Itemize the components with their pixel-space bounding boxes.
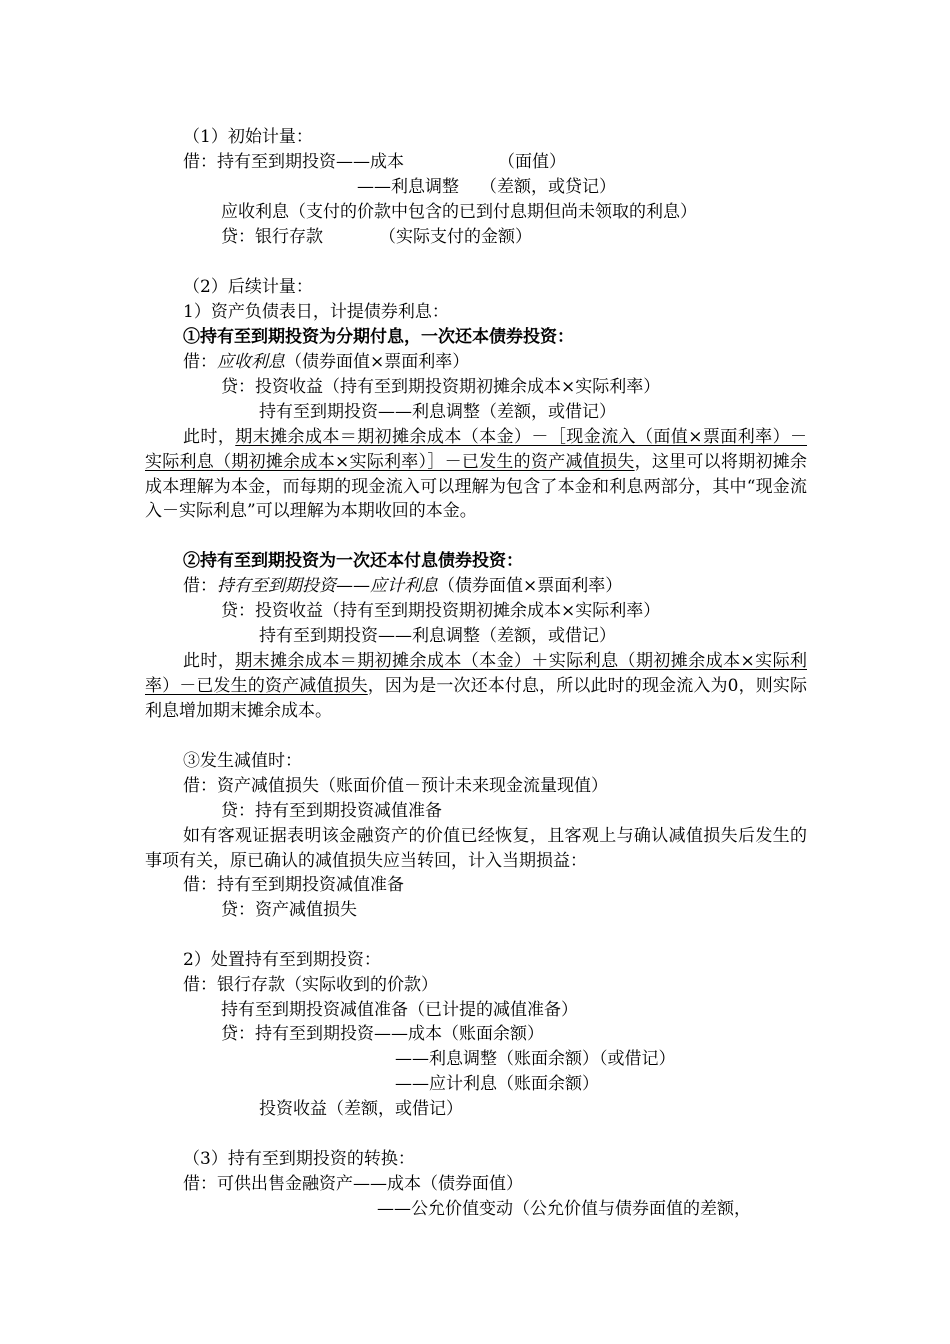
debit-note: （债券面值×票面利率） xyxy=(438,576,623,596)
journal-line: 贷：持有至到期投资减值准备 xyxy=(221,801,442,821)
journal-line: 持有至到期投资——利息调整（差额，或借记） xyxy=(259,626,616,646)
debit-prefix: 借： xyxy=(183,352,217,372)
paragraph-text: ，这里可以将期初摊余成本理解为本金，而每期的现金流入可以理解为包含了本金和利息两部分，其中“现金流入－实际利息”可以理解为本期收回的本金。 xyxy=(145,451,808,522)
paragraph-text: 此时， xyxy=(183,651,236,671)
journal-text: 贷：银行存款 xyxy=(221,227,323,247)
journal-line: 贷：投资收益（持有至到期投资期初摊余成本×实际利率） xyxy=(221,377,661,397)
journal-line xyxy=(357,175,616,200)
section-3-heading: （3）持有至到期投资的转换： xyxy=(183,1149,415,1169)
journal-line xyxy=(183,350,469,375)
journal-line: 借：可供出售金融资产——成本（债券面值） xyxy=(183,1174,523,1194)
explanation-paragraph xyxy=(145,425,807,524)
journal-line: 贷：持有至到期投资——成本（账面余额） xyxy=(221,1024,544,1044)
section-1-heading: （1）初始计量： xyxy=(183,127,313,147)
journal-line: 贷：投资收益（持有至到期投资期初摊余成本×实际利率） xyxy=(221,601,661,621)
journal-line: ——公允价值变动（公允价值与债券面值的差额， xyxy=(377,1199,751,1219)
case-1-title: ①持有至到期投资为分期付息，一次还本债券投资： xyxy=(183,327,574,347)
underlined-formula: 期末摊余成本＝期初摊余成本（本金）－［现金流入（面值×票面利率）－实际利息（期初摊余成本×实际利率）］－已发生的资产减值损失 xyxy=(145,427,807,472)
journal-line xyxy=(183,574,622,599)
explanation-paragraph: 如有客观证据表明该金融资产的价值已经恢复，且客观上与确认减值损失后发生的事项有关，原已确认的减值损失应当转回，计入当期损益： xyxy=(145,826,807,871)
section-2-heading: （2）后续计量： xyxy=(183,277,313,297)
journal-note: （差额，或贷记） xyxy=(480,177,616,197)
journal-line: 贷：资产减值损失 xyxy=(221,900,357,920)
journal-line: 借：银行存款（实际收到的价款） xyxy=(183,975,438,995)
explanation-paragraph xyxy=(145,649,807,723)
journal-line: 借：资产减值损失（账面价值－预计未来现金流量现值） xyxy=(183,776,608,796)
debit-prefix: 借： xyxy=(183,576,217,596)
journal-text: 借：持有至到期投资——成本 xyxy=(183,152,404,172)
underlined-formula: 期末摊余成本＝期初摊余成本（本金）＋实际利息（期初摊余成本×实际利率）－已发生的资产减值损失 xyxy=(145,651,807,696)
debit-note: （债券面值×票面利率） xyxy=(285,352,470,372)
journal-line: 应收利息（支付的价款中包含的已到付息期但尚未领取的利息） xyxy=(221,202,697,222)
case-3-title: ③发生减值时： xyxy=(183,751,302,771)
paragraph-text: 此时， xyxy=(183,427,236,447)
case-2-title: ②持有至到期投资为一次还本付息债券投资： xyxy=(183,551,523,571)
journal-line: 持有至到期投资减值准备（已计提的减值准备） xyxy=(221,1000,578,1020)
journal-line xyxy=(183,150,566,175)
paragraph-text: ，因为是一次还本付息，所以此时的现金流入为0，则实际利息增加期末摊余成本。 xyxy=(145,675,807,721)
journal-line: ——利息调整（账面余额）（或借记） xyxy=(395,1049,676,1069)
debit-item: 持有至到期投资——应计利息 xyxy=(217,576,438,596)
journal-line: 借：持有至到期投资减值准备 xyxy=(183,875,404,895)
subsection-1-heading: 1）资产负债表日，计提债券利息： xyxy=(183,302,449,322)
debit-item: 应收利息 xyxy=(217,352,285,372)
journal-text: ——利息调整 xyxy=(357,177,459,197)
subsection-2-heading: 2）处置持有至到期投资： xyxy=(183,950,381,970)
journal-note: （实际支付的金额） xyxy=(379,227,532,247)
journal-line: 持有至到期投资——利息调整（差额，或借记） xyxy=(259,402,616,422)
journal-note: （面值） xyxy=(498,152,566,172)
journal-line xyxy=(221,225,532,250)
journal-line: 投资收益（差额，或借记） xyxy=(259,1099,463,1119)
journal-line: ——应计利息（账面余额） xyxy=(395,1074,599,1094)
